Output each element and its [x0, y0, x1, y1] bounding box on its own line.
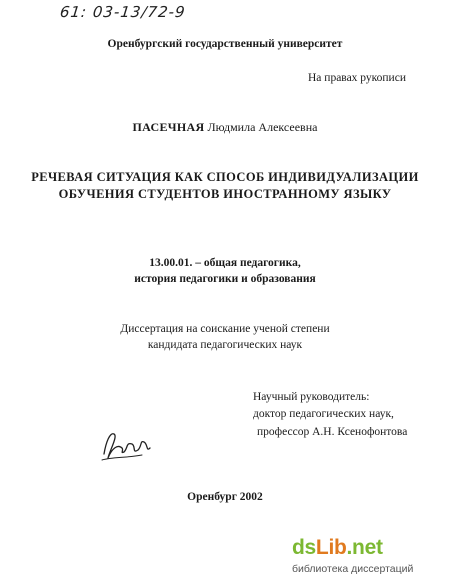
handwritten-signature [96, 424, 156, 464]
watermark-brand-net: .net [346, 536, 383, 559]
author-name [0, 120, 450, 135]
rights-note: На правах рукописи [308, 72, 406, 84]
specialty-line-2: история педагогики и образования [134, 273, 316, 285]
author-last-name: ПАСЕЧНАЯ [132, 120, 205, 134]
watermark-brand-ds: ds [292, 536, 316, 559]
university-name: Оренбургский государственный университет [107, 38, 343, 50]
specialty-line-1: 13.00.01. – общая педагогика, [149, 257, 301, 269]
handwritten-archive-code: 61: 03-13/72-9 [59, 3, 187, 21]
watermark-subtitle: библиотека диссертаций [292, 563, 414, 575]
watermark-brand-lib: Lib [315, 536, 347, 559]
watermark-brand [292, 536, 383, 560]
city-year: Оренбург 2002 [187, 491, 263, 503]
degree-line-2: кандидата педагогических наук [147, 339, 303, 351]
supervisor-degree: доктор педагогических наук, [253, 408, 394, 420]
dslib-watermark-logo [288, 536, 448, 580]
author-first-names: Людмила Алексеевна [207, 120, 318, 134]
dissertation-title-line-2: ОБУЧЕНИЯ СТУДЕНТОВ ИНОСТРАННОМУ ЯЗЫКУ [58, 187, 392, 201]
supervisor-label: Научный руководитель: [253, 391, 370, 403]
supervisor-name: профессор А.Н. Ксенофонтова [257, 426, 408, 438]
dissertation-title-line-1: РЕЧЕВАЯ СИТУАЦИЯ КАК СПОСОБ ИНДИВИДУАЛИЗАЦИИ [31, 170, 419, 184]
degree-line-1: Диссертация на соискание ученой степени [120, 323, 330, 335]
